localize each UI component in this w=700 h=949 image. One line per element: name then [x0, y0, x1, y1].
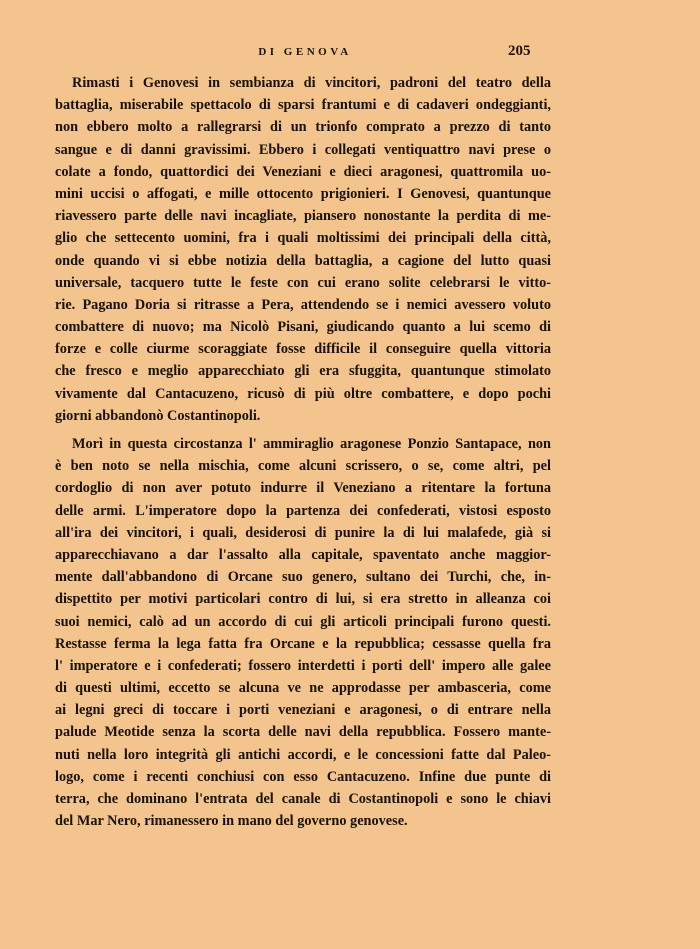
- text-line: di questi ultimi, eccetto se alcuna ve ne approdasse per ambasceria, come: [55, 680, 551, 697]
- text-line: è ben noto se nella mischia, come alcuni scrissero, o se, come altri, pel: [55, 458, 551, 475]
- text-line: palude Meotide senza la scorta delle navi della repubblica. Fossero mante-: [55, 724, 551, 741]
- text-line: onde quando vi si ebbe notizia della battaglia, a cagione del lutto quasi: [55, 252, 551, 269]
- paragraph-2: [55, 433, 551, 832]
- text-line: vivamente dal Cantacuzeno, ricusò di più oltre combattere, e dopo pochi: [55, 385, 551, 402]
- text-line: sangue e di danni gravissimi. Ebbero i collegati ventiquattro navi prese o: [55, 141, 551, 158]
- text-line: colate a fondo, quattordici dei Veneziani e dieci aragonesi, quattromila uo-: [55, 163, 551, 180]
- text-line: ai legni greci di toccare i porti veneziani e aragonesi, o di entrare nella: [55, 702, 551, 719]
- text-line: non ebbero molto a rallegrarsi di un trionfo comprato a prezzo di tanto: [55, 119, 551, 136]
- page-number: 205: [508, 43, 531, 59]
- text-line: giorni abbandonò Costantinopoli.: [55, 407, 261, 424]
- text-line: cordoglio di non aver potuto indurre il Veneziano a ritentare la fortuna: [55, 480, 551, 497]
- text-line: Rimasti i Genovesi in sembianza di vincitori, padroni del teatro della: [72, 75, 551, 91]
- text-line: riavessero parte delle navi incagliate, piansero nonostante la perdita di me-: [55, 208, 551, 225]
- text-line: suoi nemici, calò ad un accordo di cui gli articoli principali furono questi.: [55, 613, 551, 630]
- text-line: Morì in questa circostanza l' ammiraglio aragonese Ponzio Santapace, non: [72, 436, 551, 452]
- text-line: Restasse ferma la lega fatta fra Orcane e la repubblica; cessasse quella fra: [55, 635, 551, 652]
- text-line: del Mar Nero, rimanessero in mano del governo genovese.: [55, 813, 408, 830]
- text-line: forze e colle ciurme scoraggiate fosse difficile il conseguire quella vittoria: [55, 341, 551, 358]
- text-line: battaglia, miserabile spettacolo di sparsi frantumi e di cadaveri ondeggianti,: [55, 97, 551, 114]
- body-text: [55, 72, 551, 832]
- text-line: che fresco e meglio apparecchiato gli era sfuggita, quantunque stimolato: [55, 363, 551, 380]
- running-title: DI GENOVA: [258, 46, 352, 58]
- text-line: mini uccisi o affogati, e mille ottocento prigionieri. I Genovesi, quantunque: [55, 185, 551, 202]
- text-line: universale, tacquero tutte le feste con cui erano solite celebrarsi le vitto-: [55, 274, 551, 291]
- text-line: glio che settecento uomini, fra i quali moltissimi dei principali della città,: [55, 230, 551, 247]
- text-line: terra, che dominano l'entrata del canale di Costantinopoli e sono le chiavi: [55, 791, 551, 807]
- text-line: combattere di nuovo; ma Nicolò Pisani, giudicando quanto a lui scemo di: [55, 319, 551, 336]
- text-line: l' imperatore e i confederati; fossero interdetti i porti dell' impero alle galee: [55, 657, 551, 674]
- text-line: apparecchiavano a dar l'assalto alla capitale, spaventato anche maggior-: [55, 546, 551, 563]
- text-line: delle armi. L'imperatore dopo la partenza dei confederati, vistosi esposto: [55, 502, 551, 519]
- text-line: rie. Pagano Doria si ritrasse a Pera, attendendo se i nemici avessero voluto: [55, 296, 551, 313]
- text-line: dispettito per motivi particolari contro di lui, si era stretto in alleanza coi: [55, 591, 551, 608]
- text-line: nuti nella loro integrità gli antichi accordi, e le concessioni fatte dal Paleo-: [55, 746, 551, 763]
- text-line: mente dall'abbandono di Orcane suo genero, sultano dei Turchi, che, in-: [55, 569, 551, 586]
- text-line: all'ira dei vincitori, i quali, desiderosi di punire la di lui malafede, già si: [55, 524, 551, 541]
- text-line: logo, come i recenti conchiusi con esso Cantacuzeno. Infine due punte di: [55, 768, 551, 785]
- paragraph-1: [55, 72, 551, 427]
- running-head: [0, 43, 700, 66]
